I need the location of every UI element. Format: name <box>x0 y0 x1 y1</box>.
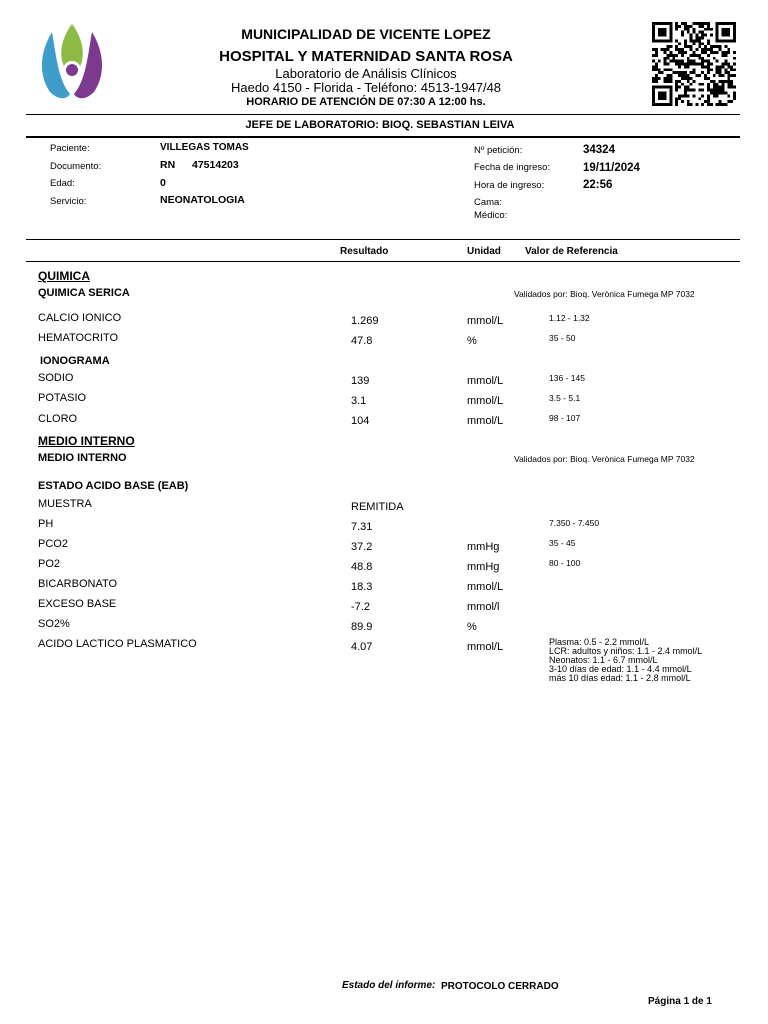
test-name: HEMATOCRITO <box>38 332 119 344</box>
patient-name: VILLEGAS TOMAS <box>160 142 249 153</box>
bed-label: Cama: <box>474 197 502 208</box>
test-unit: mmol/L <box>467 375 504 387</box>
eab-title: ESTADO ACIDO BASE (EAB) <box>38 480 189 492</box>
test-name: EXCESO BASE <box>38 598 117 610</box>
test-result: 48.8 <box>351 561 373 573</box>
service-value: NEONATOLOGIA <box>160 194 245 206</box>
test-result: REMITIDA <box>351 501 404 513</box>
doctor-label: Médico: <box>474 210 508 221</box>
lab-subtitle: Laboratorio de Análisis Clínicos <box>275 66 457 81</box>
header-rule-top <box>26 114 740 115</box>
admission-date-value: 19/11/2024 <box>583 162 640 174</box>
test-reference: 98 - 107 <box>549 413 581 423</box>
petition-label: Nº petición: <box>474 145 523 156</box>
column-result: Resultado <box>340 246 389 257</box>
test-name: CALCIO IONICO <box>38 312 122 324</box>
test-unit: % <box>467 335 477 347</box>
column-unit: Unidad <box>467 246 501 257</box>
lactic-ref-line: LCR: adultos y niños: 1.1 - 2.4 mmol/L <box>549 646 703 656</box>
test-name: POTASIO <box>38 392 87 404</box>
lactic-ref-line: más 10 días edad: 1.1 - 2.8 mmol/L <box>549 673 691 683</box>
validated-quimica: Validados por: Bioq. Verònica Fumega MP 7032 <box>514 289 695 299</box>
column-reference: Valor de Referencia <box>525 246 618 257</box>
document-type: RN <box>160 159 176 171</box>
test-reference: 35 - 50 <box>549 333 576 343</box>
test-unit: mmHg <box>467 541 500 553</box>
petition-value: 34324 <box>583 144 615 156</box>
validated-medio-interno: Validados por: Bioq. Verònica Fumega MP 7032 <box>514 454 695 464</box>
test-result: -7.2 <box>351 601 370 613</box>
test-reference: 1.12 - 1.32 <box>549 313 590 323</box>
test-result: 1.269 <box>351 315 379 327</box>
hospital-title: HOSPITAL Y MATERNIDAD SANTA ROSA <box>219 48 513 65</box>
test-unit: mmol/L <box>467 641 504 653</box>
test-name: CLORO <box>38 413 78 425</box>
test-unit: mmol/L <box>467 395 504 407</box>
test-name: SODIO <box>38 372 74 384</box>
qr-code <box>652 22 736 106</box>
test-unit: % <box>467 621 477 633</box>
test-result: 4.07 <box>351 641 373 653</box>
lactic-ref-line: Neonatos: 1.1 - 6.7 mmol/L <box>549 655 658 665</box>
test-reference: 35 - 45 <box>549 538 576 548</box>
document-number: 47514203 <box>192 159 239 171</box>
test-reference: 3.5 - 5.1 <box>549 393 581 403</box>
service-label: Servicio: <box>50 196 87 207</box>
lactic-reference-block <box>549 638 702 683</box>
document-label: Documento: <box>50 161 102 172</box>
admission-date-label: Fecha de ingreso: <box>474 162 551 173</box>
test-result: 7.31 <box>351 521 373 533</box>
test-name: BICARBONATO <box>38 578 118 590</box>
test-name: MUESTRA <box>38 498 92 510</box>
test-unit: mmHg <box>467 561 500 573</box>
subsection-medio-interno: MEDIO INTERNO <box>38 452 127 464</box>
columns-rule-top <box>26 239 740 240</box>
lactic-ref-line: 3-10 días de edad: 1.1 - 4.4 mmol/L <box>549 664 692 674</box>
test-reference: 80 - 100 <box>549 558 581 568</box>
report-status-value: PROTOCOLO CERRADO <box>441 981 559 992</box>
test-name: PO2 <box>38 558 61 570</box>
lactic-ref-line: Plasma: 0.5 - 2.2 mmol/L <box>549 637 650 647</box>
test-name: ACIDO LACTICO PLASMATICO <box>38 638 197 650</box>
test-result: 47.8 <box>351 335 373 347</box>
test-name: PCO2 <box>38 538 68 550</box>
municipality-title: MUNICIPALIDAD DE VICENTE LOPEZ <box>241 26 491 42</box>
admission-time-label: Hora de ingreso: <box>474 180 545 191</box>
test-name: PH <box>38 518 54 530</box>
test-result: 37.2 <box>351 541 373 553</box>
test-result: 3.1 <box>351 395 367 407</box>
test-unit: mmol/L <box>467 315 504 327</box>
test-reference: 136 - 145 <box>549 373 585 383</box>
patient-label: Paciente: <box>50 143 90 154</box>
age-label: Edad: <box>50 178 75 189</box>
test-unit: mmol/l <box>467 601 500 613</box>
test-unit: mmol/L <box>467 415 504 427</box>
subsection-quimica-serica: QUIMICA SERICA <box>38 287 130 299</box>
test-result: 139 <box>351 375 370 387</box>
section-medio-interno: MEDIO INTERNO <box>38 434 135 448</box>
test-reference: 7.350 - 7.450 <box>549 518 600 528</box>
test-unit: mmol/L <box>467 581 504 593</box>
test-result: 89.9 <box>351 621 373 633</box>
admission-time-value: 22:56 <box>583 179 613 191</box>
header-rule-bottom <box>26 136 740 138</box>
columns-rule-bottom <box>26 261 740 262</box>
test-name: SO2% <box>38 618 70 630</box>
ionograma-title: IONOGRAMA <box>40 355 110 367</box>
lab-chief: JEFE DE LABORATORIO: BIOQ. SEBASTIAN LEIVA <box>245 119 515 131</box>
page-number: Página 1 de 1 <box>648 996 712 1007</box>
address-line: Haedo 4150 - Florida - Teléfono: 4513-1947/48 <box>230 80 502 95</box>
hours-line: HORARIO DE ATENCIÓN DE 07:30 A 12:00 hs. <box>246 96 486 108</box>
age-value: 0 <box>160 177 166 189</box>
test-result: 104 <box>351 415 370 427</box>
section-quimica: QUIMICA <box>38 269 90 283</box>
report-status-label: Estado del informe: <box>342 980 436 991</box>
test-result: 18.3 <box>351 581 373 593</box>
